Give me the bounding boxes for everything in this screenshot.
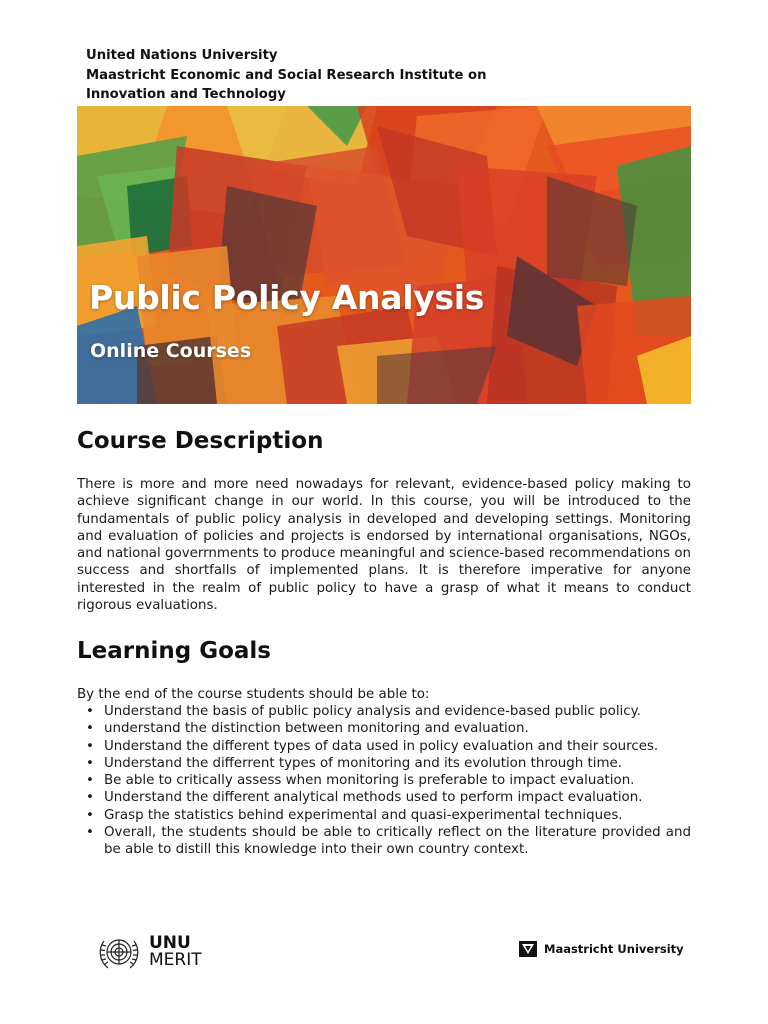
list-item-text: Grasp the statistics behind experimental and quasi-experimental techniques. [104, 807, 623, 823]
learning-goals-intro: By the end of the course students should be able to: [77, 687, 430, 702]
header-line-3: Innovation and Technology [86, 87, 286, 102]
course-banner [77, 106, 691, 404]
bullet-icon: • [86, 807, 94, 823]
learning-goals-list [77, 703, 691, 859]
header-line-1: United Nations University [86, 48, 278, 63]
list-item [77, 755, 691, 772]
list-item-text: Overall, the students should be able to critically reflect on the literature provided and be able to distill this knowledge into their own country context. [104, 825, 691, 858]
list-item [77, 824, 691, 859]
list-item-text: Understand the basis of public policy analysis and evidence-based public policy. [104, 704, 641, 719]
institution-header [86, 46, 646, 105]
list-item-text: Understand the different types of data used in policy evaluation and their sources. [104, 738, 659, 754]
course-subtitle: Online Courses [90, 340, 252, 362]
maastricht-logo-icon [518, 939, 538, 959]
list-item [77, 772, 691, 789]
bullet-icon: • [86, 738, 94, 754]
learning-goals-heading: Learning Goals [77, 638, 271, 664]
list-item-text: understand the distinction between monitoring and evaluation. [104, 721, 529, 737]
maastricht-university-logo [518, 939, 684, 959]
list-item-text: Be able to critically assess when monitoring is preferable to impact evaluation. [104, 773, 635, 789]
unu-merit-wordmark [149, 935, 202, 969]
list-item [77, 738, 691, 755]
unu-label: UNU [149, 933, 191, 953]
list-item [77, 720, 691, 737]
bullet-icon: • [86, 790, 94, 806]
course-title: Public Policy Analysis [89, 278, 485, 317]
maastricht-label: Maastricht University [544, 942, 684, 956]
bullet-icon: • [86, 704, 94, 719]
course-description-heading: Course Description [77, 428, 324, 454]
course-description-text: There is more and more need nowadays for relevant, evidence-based policy making to achieve significant change in our world. In this course, you will be introduced to the fundamentals of public policy analysis in developed and developing settings. Monitoring and evaluation of policies and projects is endorsed by international organisations, NGOs, and national goverrnments to produce meaningful and science-based recommendations on success and shortfalls of implemented plans. It is therefore imperative for anyone interested in the realm of public policy to have a grasp of what it means to conduct rigorous evaluations. [77, 477, 691, 614]
list-item [77, 789, 691, 806]
merit-label: MERIT [149, 950, 202, 970]
bullet-icon: • [86, 755, 94, 771]
list-item [77, 703, 691, 720]
unu-merit-logo [96, 931, 202, 973]
bullet-icon: • [86, 721, 94, 737]
list-item-text: Understand the different analytical methods used to perform impact evaluation. [104, 790, 643, 806]
header-line-2: Maastricht Economic and Social Research Institute on [86, 67, 487, 83]
list-item [77, 807, 691, 824]
bullet-icon: • [86, 773, 94, 789]
bullet-icon: • [86, 825, 94, 841]
list-item-text: Understand the differrent types of monitoring and its evolution through time. [104, 755, 623, 771]
un-emblem-icon [96, 931, 142, 973]
